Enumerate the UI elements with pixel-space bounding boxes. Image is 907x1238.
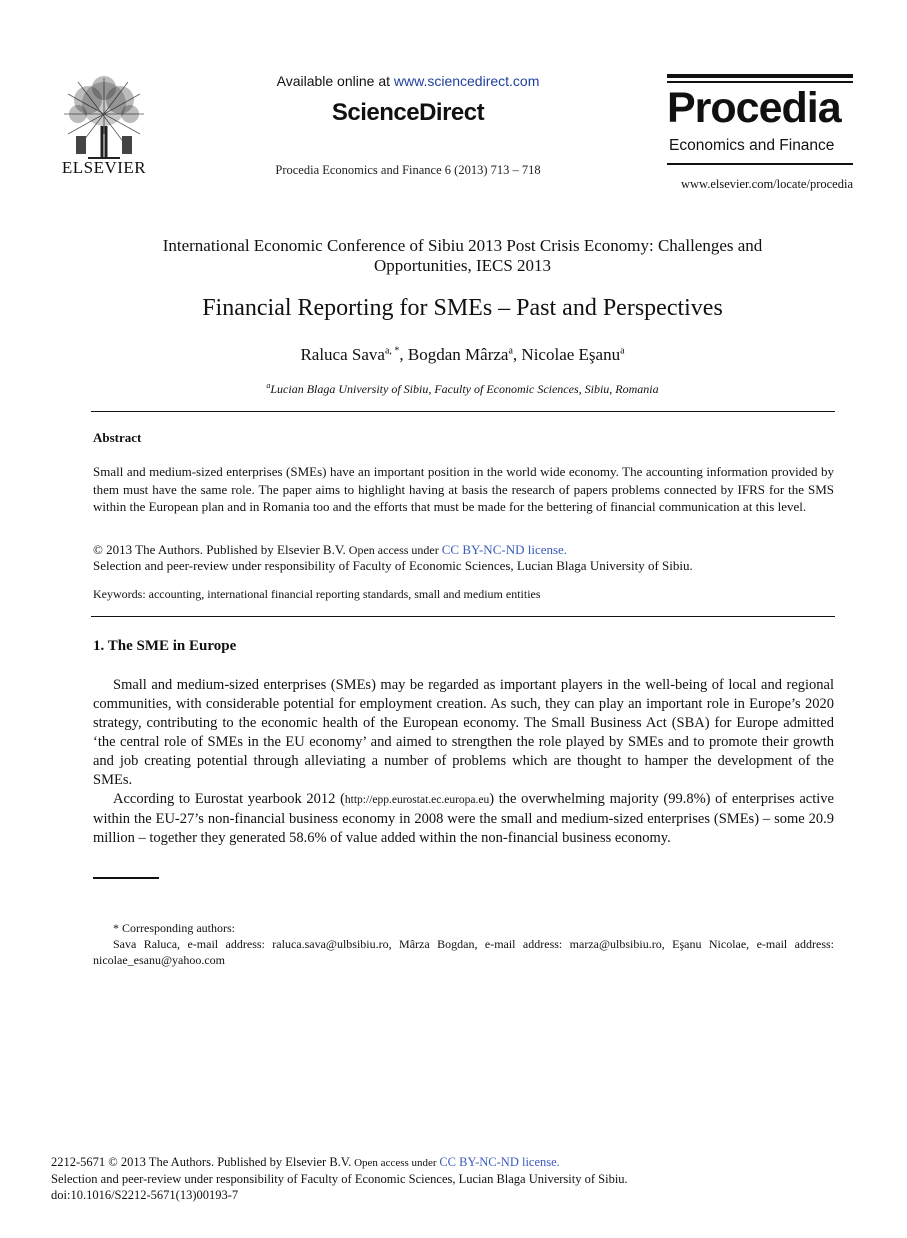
tree-icon bbox=[58, 74, 150, 160]
divider-abstract bbox=[91, 616, 835, 617]
open-access-prefix: Open access under bbox=[351, 1157, 440, 1169]
affiliation bbox=[90, 381, 835, 397]
footnote-text: Sava Raluca, e-mail address: raluca.sava@ulbsibiu.ro, Mârza Bogdan, e-mail address: marza@ulbsibiu.ro, Eşanu Nicolae, e-mail address: nicolae_esanu@yahoo.com bbox=[93, 937, 834, 967]
available-online-prefix: Available online at bbox=[276, 73, 394, 89]
procedia-rule-top-thin bbox=[667, 81, 853, 83]
author-separator: , bbox=[399, 345, 408, 364]
footnote-rule bbox=[93, 877, 159, 879]
journal-url[interactable]: www.elsevier.com/locate/procedia bbox=[680, 177, 853, 191]
author-sup: a bbox=[620, 345, 625, 357]
paper-title: Financial Reporting for SMEs – Past and Perspectives bbox=[202, 295, 723, 321]
author-sup: a, * bbox=[384, 345, 400, 357]
procedia-logo: Procedia bbox=[667, 84, 841, 132]
body-paragraph-1 bbox=[93, 676, 834, 790]
author-name: Nicolae Eşanu bbox=[521, 345, 621, 364]
license-link[interactable]: CC BY-NC-ND license. bbox=[441, 542, 568, 557]
abstract-heading: Abstract bbox=[93, 430, 142, 445]
sciencedirect-link[interactable]: www.sciencedirect.com bbox=[393, 73, 540, 89]
bottom-peer-review: Selection and peer-review under responsibility of Faculty of Economic Sciences, Lucian Blaga University of Sibiu. bbox=[51, 1172, 628, 1186]
peer-review-line: Selection and peer-review under responsibility of Faculty of Economic Sciences, Lucian Blaga University of Sibiu. bbox=[93, 558, 693, 573]
license-link[interactable]: CC BY-NC-ND license. bbox=[439, 1155, 560, 1169]
procedia-rule-bottom bbox=[667, 163, 853, 165]
author-list bbox=[90, 345, 835, 365]
sciencedirect-logo: ScienceDirect bbox=[331, 99, 485, 126]
abstract-body: Small and medium-sized enterprises (SMEs) have an important position in the world wide economy. The accounting information provided by them must have the same role. The paper aims to highlight having at basis the research of papers problems connected by IFRS for the SMS within the European plan and in Romania too and the efforts that must be made for the bettering of financial communication at this level. bbox=[93, 464, 834, 514]
author-name: Bogdan Mârza bbox=[407, 345, 509, 364]
keywords: Keywords: accounting, international financial reporting standards, small and medium entities bbox=[93, 587, 541, 601]
divider-top bbox=[91, 411, 835, 412]
issn-text: 2212-5671 © 2013 The Authors. Published by Elsevier B.V. bbox=[51, 1155, 352, 1169]
paragraph-2-text-b: ) the overwhelming majority (99.8%) of enterprises active within the EU-27’s non-financial business economy in 2008 were the small and medium-sized enterprises (SMEs) – some 20.9 million – together they generated 58.6% of value added within the non-financial business economy. bbox=[93, 791, 834, 846]
affiliation-sup: a bbox=[266, 381, 271, 390]
author-sup: a bbox=[508, 345, 513, 357]
author-name: Raluca Sava bbox=[300, 345, 385, 364]
section-heading: 1. The SME in Europe bbox=[93, 638, 237, 654]
footnote-marker-line bbox=[93, 920, 834, 936]
journal-reference: Procedia Economics and Finance 6 (2013) 713 – 718 bbox=[275, 163, 541, 177]
footnote bbox=[93, 920, 834, 968]
doi[interactable]: doi:10.1016/S2212-5671(13)00193-7 bbox=[51, 1188, 239, 1202]
author-separator: , bbox=[512, 345, 522, 364]
procedia-subtitle: Economics and Finance bbox=[669, 137, 835, 154]
publisher-name: ELSEVIER bbox=[61, 158, 147, 177]
paragraph-2-text-a: According to Eurostat yearbook 2012 ( bbox=[113, 791, 345, 807]
issn-line bbox=[51, 1154, 851, 1171]
footnote-text-line bbox=[93, 936, 834, 968]
conference-line-2: Opportunities, IECS 2013 bbox=[373, 256, 552, 275]
footnote-marker-text: * Corresponding authors: bbox=[113, 921, 235, 935]
conference-line-1: International Economic Conference of Sibiu 2013 Post Crisis Economy: Challenges and bbox=[162, 236, 763, 255]
conference-name bbox=[90, 236, 835, 276]
available-online-line bbox=[200, 73, 616, 89]
body-paragraph-2 bbox=[93, 790, 834, 848]
affiliation-text: Lucian Blaga University of Sibiu, Faculty of Economic Sciences, Sibiu, Romania bbox=[270, 382, 659, 396]
bottom-info bbox=[51, 1154, 851, 1203]
paragraph-1-text: Small and medium-sized enterprises (SMEs) may be regarded as important players in the well-being of local and regional communities, with considerable potential for employment creation. As such, they can play an important role in Europe’s 2020 strategy, contributing to the economic health of the European economy. The Small Business Act (SBA) for Europe admitted ‘the central role of SMEs in the EU economy’ and aimed to strengthen the role played by SMEs and to promote their growth and job creating potential through alleviating a number of problems which are thought to hamper the development of the SMEs. bbox=[93, 677, 834, 788]
copyright-text: © 2013 The Authors. Published by Elsevier B.V. bbox=[93, 542, 346, 557]
eurostat-url[interactable]: http://epp.eurostat.ec.europa.eu bbox=[344, 794, 490, 806]
procedia-rule-top bbox=[667, 74, 853, 78]
open-access-prefix: Open access under bbox=[345, 543, 442, 557]
